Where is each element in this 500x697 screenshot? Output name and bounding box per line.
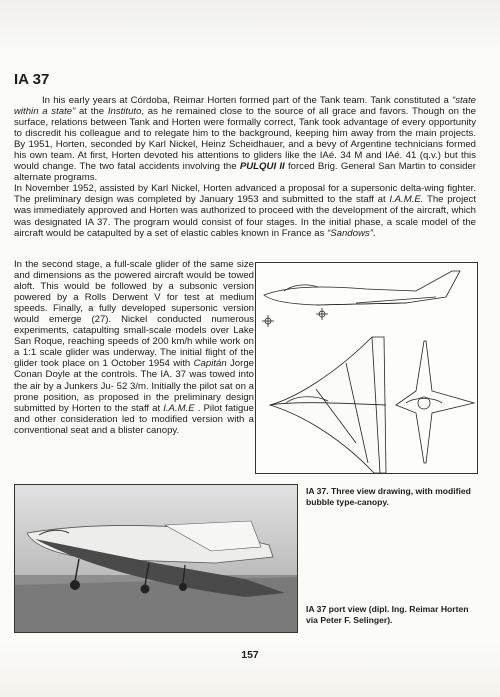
text-run-italic: “Sandows”	[327, 227, 373, 239]
text-run-italic: “state within a state”	[14, 95, 476, 118]
text-run: , as he remained close to the source of all grace and favors. Though on the surface, relations between Tank and Horten were formally correct, Tank took advantage of every opportunity to discredit his colleague and to relegate him to the background, keeping him away from the main projects. By 1951, Horten, seconded by Karl Nickel, Heinz Scheidhauer, and a bevy of Argentine technicians formed his own team. At first, Horten devoted his attentions to gliders like the IAé. 34 M and IAé. 41 (q.v.) but this would change. The two fatal accidents involving the	[14, 106, 476, 173]
photo-caption: IA 37 port view (dipl. Ing. Reimar Horten via Peter F. Selinger).	[306, 604, 469, 625]
section-title: IA 37	[14, 71, 50, 88]
text-run: In the second stage, a full-scale glider of the same size and dimensions as the powered aircraft would be towed aloft. This would be followed by a subsonic version powered by a Rolls Derwent V for test at medium speeds. Finally, a fully developed supersonic version would emerge (27). Nickel conducted numerous experiments, catapulting small-scale models over Lake San Roque, reaching speeds of 200 km/h while work on a 1:1 scale glider was underway. The initial flight of the glider took place on 1 October 1954 with	[14, 259, 254, 370]
text-run: In his early years at Córdoba, Reimar Horten formed part of the Tank team. Tank constituted a	[42, 95, 452, 106]
text-run: at the	[75, 106, 108, 118]
text-run: .	[372, 227, 376, 239]
page-number: 157	[241, 649, 259, 661]
aircraft-three-view-svg	[256, 263, 477, 473]
text-run-italic: Instituto	[107, 106, 142, 118]
photo-illustration-svg	[15, 485, 297, 632]
paragraph-3-wrapped	[14, 259, 254, 436]
text-run: forced Brig. General San Martin to consider alternate programs.	[14, 161, 476, 184]
text-run-italic: Capitán	[193, 358, 227, 370]
drawing-caption: IA 37. Three view drawing, with modified bubble type-canopy.	[306, 486, 471, 507]
paragraph-3	[14, 259, 254, 436]
text-run: In November 1952, assisted by Karl Nickel, Horten advanced a proposal for a supersonic delta-wing fighter. The preliminary design was completed by January 1953 and submitted to the staff at	[14, 183, 476, 206]
text-run: . Pilot fatigue and other consideration led to modified version with a conventional seat and a blister canopy.	[14, 402, 254, 436]
text-run-italic: I.A.M.E	[163, 402, 195, 414]
aircraft-photo	[14, 484, 298, 633]
text-run-bold-italic: PULQUI II	[239, 161, 285, 173]
paragraph-2	[14, 183, 476, 238]
intro-paragraphs	[14, 95, 476, 239]
three-view-drawing	[255, 262, 478, 474]
text-run: The project was immediately approved and Horten was authorized to proceed with the development of the aircraft, which was designated IA 37. The program would consist of four stages. In the initial phase, a scale model of the aircraft would be catapulted by a set of elastic cables known in France as	[14, 194, 477, 239]
text-run: Jorge Conan Doyle at the controls. The IA. 37 was towed into the air by a Junkers Ju- 52 3/m. Initially the pilot sat on a prone position, as proposed in the preliminary design submitted by Horten to the staff at	[14, 358, 254, 414]
text-run-italic: I.A.M.E.	[389, 194, 424, 206]
paragraph-1	[14, 95, 476, 183]
